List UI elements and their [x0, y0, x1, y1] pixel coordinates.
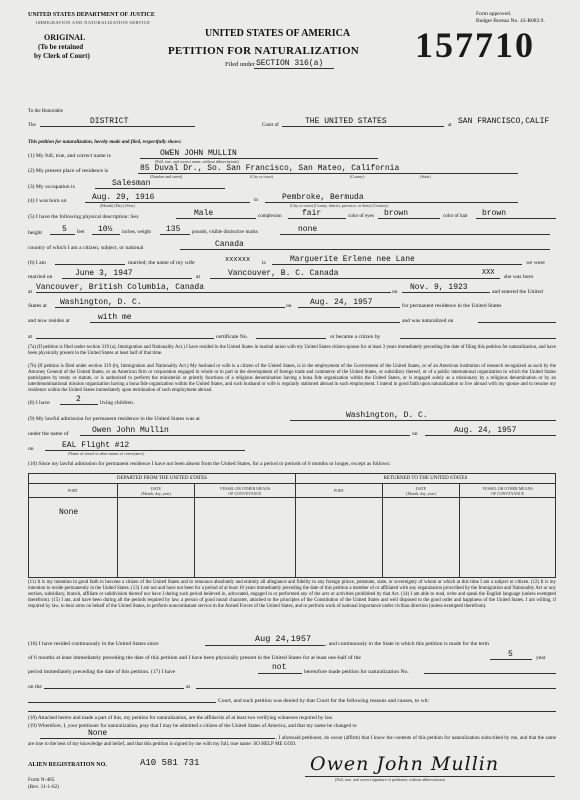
prior-place-line [196, 688, 556, 689]
wife-resides: with me [98, 313, 132, 322]
occupation-value: Salesman [112, 179, 151, 188]
entry-date-line [298, 307, 400, 308]
form-approved: Form approved. [476, 11, 512, 17]
birth-date-sublabel: (Month) (Day) (Year) [100, 203, 135, 208]
form-revision: (Rev. 11-1-62) [28, 784, 59, 790]
inches-value: 10½ [98, 225, 113, 234]
hair-value: brown [482, 209, 507, 218]
departed-vessel-header: VESSEL OR OTHER MEANS OF CONVEYANCE [195, 484, 296, 498]
returned-date-header: DATE (Month, day, year) [383, 484, 460, 498]
married-on-label: married on [28, 274, 53, 280]
feet-label: feet [77, 230, 85, 235]
is-label: is [262, 260, 266, 266]
filed-under-label: Filed under [225, 61, 255, 68]
returned-port-header: PORT [296, 484, 383, 498]
admission-place: Washington, D. C. [346, 411, 428, 420]
court-city: SAN FRANCISCO,CALIF [458, 117, 550, 126]
court-nation: THE UNITED STATES [305, 117, 387, 126]
admission-date-line [425, 435, 556, 436]
admission-name-line [80, 435, 410, 436]
line3-label: (3) My occupation is [28, 184, 75, 190]
p16-i: Court, and such petition was denied by that Court for the following reasons and causes, to wit: [218, 698, 430, 704]
entry-on-label: on [286, 303, 292, 309]
prior-petition-line [424, 673, 556, 674]
wife-at-label: at [28, 289, 33, 295]
struck-xxx: XXX [482, 269, 495, 277]
wife-resides-line [90, 322, 400, 323]
years-value: 5 [508, 650, 513, 659]
to-honorable: To the Honorable [28, 109, 63, 114]
marriage-date-line [62, 278, 192, 279]
eyes-line [378, 218, 440, 219]
admission-date: Aug. 24, 1957 [454, 426, 517, 435]
citizenship-label: country of which I am a citizen, subject, or national [28, 245, 144, 251]
county-sublabel: (County) [350, 174, 365, 179]
inches-line [92, 234, 120, 235]
wife-name: Marguerite Erlene nee Lane [290, 255, 415, 264]
marriage-place-line [210, 278, 500, 279]
court-of-label: Court of [262, 123, 279, 128]
paragraph-7a: (7a) (If petition is filed under section 319 (a), Immigration and Nationality Act.) I have resided in the United States in marital union with my United States citizen spouse for at least 3 years immediately preceding the date of filing this petition for naturalization, and have been physically present in the United States at least half of that time. [28, 345, 556, 357]
alien-label: ALIEN REGISTRATION NO. [28, 762, 107, 768]
line4-label: (4) I was born on [28, 198, 67, 204]
budget-number: Budget Bureau No. 43-R083.9. [476, 18, 545, 24]
struck-text: xxxxxx [225, 256, 251, 264]
complexion-line [288, 218, 346, 219]
line5-label: (5) I have the following physical description: Sex [28, 214, 139, 220]
departed-header: DEPARTED FROM THE UNITED STATES [29, 474, 296, 484]
returned-vessel-header: VESSEL OR OTHER MEANS OF CONVEYANCE [460, 484, 556, 498]
trip-date-cell [118, 498, 195, 578]
original-label: ORIGINAL [44, 33, 86, 42]
section-value: SECTION 316(a) [256, 59, 324, 68]
wife-birth-date-line [402, 292, 490, 293]
wife-birth-date: Nov. 9, 1923 [410, 283, 468, 292]
name-sublabel: (Full, true, and correct name, without abbreviations) [155, 159, 239, 164]
wife-birth-place: Vancouver, British Columbia, Canada [36, 283, 205, 292]
occupation-line [95, 188, 225, 189]
line9-label: (9) My lawful admission for permanent residence in the United States was at [28, 416, 200, 422]
p16-h: at [186, 684, 191, 690]
cert-place-line [36, 338, 214, 339]
court-nation-line [282, 126, 444, 127]
wife-birth-place-line [36, 292, 391, 293]
eyes-value: brown [384, 209, 409, 218]
birth-place: Pembroke, Bermuda [282, 193, 364, 202]
marriage-at-label: at [196, 274, 201, 280]
cert-at-label: at [28, 334, 33, 340]
departed-date-header: DATE (Month, day, year) [118, 484, 195, 498]
signature-caption: (Full, true, and correct signature of petitioner, without abbreviations) [335, 777, 446, 782]
form-number: Form N-405 [28, 777, 55, 783]
became-line [400, 338, 556, 339]
married-status-line [55, 264, 125, 265]
p16-f: heretofore made petition for naturalization No. [304, 669, 409, 675]
line8-label: (8) I have [28, 400, 50, 406]
entry-date: Aug. 24, 1957 [310, 298, 373, 307]
feet-line [50, 234, 75, 235]
marriage-place: Vancouver, B. C. Canada [228, 269, 339, 278]
street-sublabel: (Number and street) [150, 174, 183, 179]
naturalized-label: and was naturalized on [402, 318, 454, 324]
hair-line [476, 218, 556, 219]
country-heading: UNITED STATES OF AMERICA [205, 28, 351, 39]
marks-label: pounds, visible distinctive marks [192, 230, 258, 235]
vessel-value: EAL Flight #12 [62, 441, 130, 450]
became-label: or became a citizen by [330, 334, 381, 340]
court-type: DISTRICT [90, 117, 129, 126]
birth-date: Aug. 29, 1916 [92, 193, 155, 202]
reasons-line [28, 711, 556, 712]
not-line [258, 673, 302, 674]
we-were-label: we were [526, 260, 545, 266]
petition-number: 157710 [415, 25, 535, 65]
under-name-label: under the name of [28, 431, 69, 437]
resided-since-line [205, 645, 325, 646]
citizenship-value: Canada [215, 240, 244, 249]
marks-value: none [298, 225, 318, 234]
marks-line [280, 234, 550, 235]
eyes-label: color of eyes [348, 214, 374, 219]
petitioner-signature: Owen John Mullin [310, 753, 500, 775]
paragraph-7b: (7b) (If petition is filed under section 319 (b), Immigration and Nationality Act.) My husband or wife is a citizen of the United States, is in the employment of the Government of the United States, or of an American institution of research recognized as such by the Attorney General of the United States, or an American firm or corporation engaged in whole or in part in the development of foreign trade and commerce of the United States, or subsidiary thereof, or of a public international organization in which the United States participates by treaty or statute, or is authorized to perform the ministerial or priestly functions of a religious denomination having a bona fide organization within the United States, or is engaged solely as a missionary by a religious denomination or by an interdenominational mission organization having a bona fide organization within the United States, and such husband or wife is regularly stationed abroad in such employment. I intend in good faith upon naturalization to live abroad with my spouse and to resume my residence within the United States immediately upon termination of such employment abroad. [28, 364, 556, 394]
naturalized-line [478, 322, 556, 323]
wife-on-label: on [392, 289, 398, 295]
returned-header: RETURNED TO THE UNITED STATES [296, 474, 556, 484]
states-at-label: States at [28, 303, 47, 309]
vessel-sublabel: (Name of vessel or other means of conveyance) [68, 451, 145, 456]
paragraph-18: (18) Attached hereto and made a part of this, my petition for naturalization, are the affidavits of at least two verifying witnesses required by law. [28, 715, 334, 721]
perm-label: for permanent residence in the United States [402, 303, 502, 309]
return-vessel-cell [460, 498, 556, 578]
paragraph-10: (10) Since my lawful admission for permanent residence I have not been absent from the United States, for a period or periods of 6 months or longer, except as follows: [28, 461, 391, 467]
sex-line [176, 218, 256, 219]
children-value: 2 [76, 395, 81, 404]
vessel-on-label: on [28, 446, 34, 452]
entry-place-line [55, 307, 285, 308]
p16-a: (16) I have resided continuously in the United States since [28, 641, 159, 647]
citizenship-line [180, 249, 550, 250]
prior-date-line [44, 688, 184, 689]
inches-label: inches, weight [122, 230, 151, 235]
residence-value: 85 Duval Dr., So. San Francisco, San Mateo, California [140, 164, 400, 173]
retain-label: (To be retained [38, 43, 84, 51]
prior-court-line [28, 702, 216, 703]
not-value: not [272, 663, 287, 672]
line2-label: (2) My present place of residence is [28, 168, 109, 174]
the-label: The [28, 123, 36, 128]
petitioner-name: OWEN JOHN MULLIN [160, 149, 237, 158]
paragraph-11: (11) It is my intention in good faith to become a citizen of the United States and to renounce absolutely and entirely all allegiance and fidelity to any foreign prince, potentate, state, or sovereignty of whom or which at this time I am a subject or citizen. (12) It is my intention to reside permanently in the United States. (13) I am not and have not been for a period of at least 10 years immediately preceding the date of this petition a member of or affiliated with any organization proscribed by the Immigration and Nationality Act or any section, subsidiary, branch, affiliate or subdivision thereof nor have I during such period believed in, advocated, engaged in or performed any of the acts or activities prohibited by that Act. (14) I am able to read, write and speak the English language (unless exempted therefrom). (15) I am, and have been during all the periods required by law, a person of good moral character, attached to the principles of the Constitution of the United States and well disposed to the good order and happiness of the United States. I am willing, if required by law, to bear arms on behalf of the United States, to perform noncombatant service in the Armed Forces of the United States, and to perform work of national importance under civilian direction (unless exempted therefrom). [28, 580, 556, 610]
birth-place-sublabel: (City or town) (County, district, province, or State) (Country) [290, 203, 389, 208]
absence-table [28, 473, 556, 578]
admission-name: Owen John Mullin [92, 426, 169, 435]
in-label: in [254, 198, 258, 203]
p16-g: on the [28, 684, 42, 690]
she-was-born-label: she was born [504, 274, 534, 280]
residence-line [138, 173, 518, 174]
resided-since: Aug 24,1957 [255, 634, 312, 644]
state-sublabel: (State) [420, 174, 431, 179]
court-type-line [40, 126, 195, 127]
complexion-label: complexion [258, 214, 282, 219]
intro-text: This petition for naturalization, hereby made and filed, respectfully shows: [28, 140, 182, 145]
p16-e: period immediately preceding the date of this petition. (17) I have [28, 669, 176, 675]
years-line [490, 659, 532, 660]
feet-value: 5 [62, 225, 67, 234]
trip-port-cell [29, 498, 118, 578]
section-underline [254, 68, 334, 69]
married-label: married; the name of my wife [128, 260, 195, 266]
children-line [60, 404, 98, 405]
line1-label: (1) My full, true, and correct name is [28, 153, 111, 159]
certificate-label: certificate No. [216, 334, 248, 340]
entry-place: Washington, D. C. [60, 298, 142, 307]
resides-label: and now resides at [28, 318, 70, 324]
sex-value: Male [194, 209, 214, 218]
name-change-value: None [88, 729, 108, 738]
weight-line [160, 234, 190, 235]
paragraph-19b: , I aforesaid petitioner, do swear (affirm) that I know the contents of this petition for naturalization subscribed by me, and that the same are true to the best of my knowledge and belief, and that this petition is signed by me with my full, true name: SO HELP ME GOD. [28, 735, 556, 748]
entered-label: and entered the United [492, 289, 543, 295]
paragraph-19: (19) Wherefore, I, your petitioner for naturalization, pray that I may be admitted a citizen of the United States of America, and that my name be changed to [28, 723, 357, 729]
height-label: height [28, 230, 42, 236]
trip-none: None [59, 508, 79, 517]
wife-line [272, 264, 522, 265]
p16-d: year [536, 655, 546, 661]
department-name: UNITED STATES DEPARTMENT OF JUSTICE [28, 12, 155, 18]
marriage-date: June 3, 1947 [75, 269, 133, 278]
trip-vessel-cell [195, 498, 296, 578]
p16-b: , and continuously in the State in which this petition is made for the term [326, 641, 489, 647]
service-name: IMMIGRATION AND NATURALIZATION SERVICE [36, 20, 151, 25]
complexion-value: fair [302, 209, 322, 218]
return-date-cell [383, 498, 460, 578]
clerk-label: by Clerk of Court) [34, 52, 90, 60]
at-label: at [448, 123, 452, 128]
living-label: living children. [100, 400, 135, 406]
hair-label: color of hair [443, 214, 468, 219]
departed-port-header: PORT [29, 484, 118, 498]
alien-number: A10 581 731 [140, 758, 200, 768]
city-sublabel: (City or town) [250, 174, 273, 179]
admission-on-label: on [412, 431, 418, 437]
form-title: PETITION FOR NATURALIZATION [168, 45, 360, 57]
return-port-cell [296, 498, 383, 578]
line6-label: (6) I am [28, 260, 47, 266]
admission-place-line [290, 420, 556, 421]
certificate-line [256, 338, 326, 339]
weight-value: 135 [166, 225, 181, 234]
p16-c: of 6 months at least immediately preceding the date of this petition and I have been physically present in the United States for at least one-half of the [28, 655, 361, 661]
